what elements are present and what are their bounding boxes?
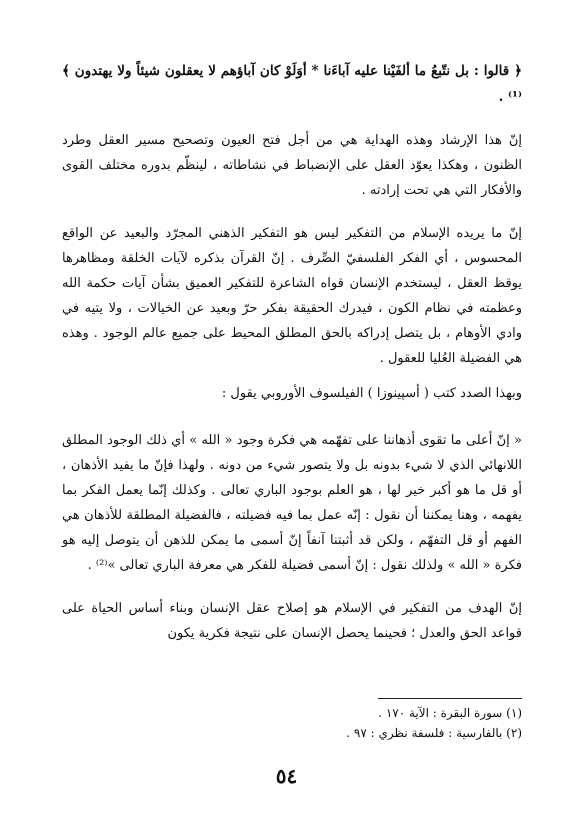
footnote-divider [378, 698, 522, 699]
paragraph-islamic-thinking: إنّ ما يريده الإسلام من التفكير ليس هو التفكير الذهني المجرّد والبعيد عن الواقع المحسوس ، أي الفكر الفلسفيّ الصِّرف . إنّ القرآن بذكره لآيات الخلقة ومظاهرها يوقظ العقل ، ليستخدم الإنسان قواه الشاعرة للتفكير العميق بشأن آيات حكمة الله وعظمته في نظام الكون ، فيدرك الحقيقة بفكر حرّ وبعيد عن الخيالات ، ولا يتيه في وادي الأوهام ، بل يتصل إدراكه بالحق المطلق المحيط على جميع عالم الوجود . وهذه هي الفضيلة العُليا للعقول . [62, 226, 522, 366]
paragraph-guidance: إنّ هذا الإرشاد وهذه الهداية هي من أجل فتح العيون وتصحيح مسير العقل وطرد الظنون ، وهكذا يعوّد العقل على الإنضباط في نشاطاته ، لينظّم بدوره مختلف القوى والأفكار التي هي تحت إرادته . [62, 133, 522, 198]
paragraph-spinoza-quote: « إنّ أعلى ما تقوى أذهاننا على تفهّمه هي فكرة وجود « الله » أي ذلك الوجود المطلق اللانهائي الذي لا شيء بدونه بل ولا يتصور شيء من دونه . ولهذا فإنّ ما يفيد الأذهان ، أو قل ما هو أكبر خير لها ، هو العلم بوجود الباري تعالى . وكذلك إنّما يعمل الفكر بما يفهمه ، وهنا يمكننا أن نقول : إنّه عمل بما فيه فضيلته ، فالفضيلة المطلقة للأذهان هي الفهم أو قل التفهّم ، ولكن قد أثبتنا آنفاً إنّ أسمى ما يمكن للذهن أن يتوصل إليه هو فكرة « الله » ولذلك نقول : إنّ أسمى فضيلة للفكر هي معرفة الباري تعالى »⁽²⁾ . [62, 433, 522, 573]
page-body [62, 58, 522, 646]
footnote-1: (١) سورة البقرة : الآية ١٧٠ . [378, 706, 522, 720]
page-number: ٥٤ [275, 764, 298, 788]
footnote-2: (٢) بالفارسية : فلسفة نظري : ٩٧ . [346, 726, 522, 740]
paragraph-spinoza-intro: وبهذا الصدد كتب ( أسپينوزا ) الفيلسوف الأوروبي يقول : [221, 386, 522, 401]
paragraph-goal: إنّ الهدف من التفكير في الإسلام هو إصلاح عقل الإنسان وبناء أساس الحياة على قواعد الحق والعدل ؛ فحينما يحصل الإنسان على نتيجة فكرية يكون [62, 601, 522, 641]
quran-quote: ﴿ قالوا : بل نتّبعُ ما ألفَيْنا عليه آباءَنا * أوَلَوْ كان آباؤهم لا يعقلون شيئاً ولا يهتدون ﴾⁽¹⁾ . [62, 63, 522, 105]
